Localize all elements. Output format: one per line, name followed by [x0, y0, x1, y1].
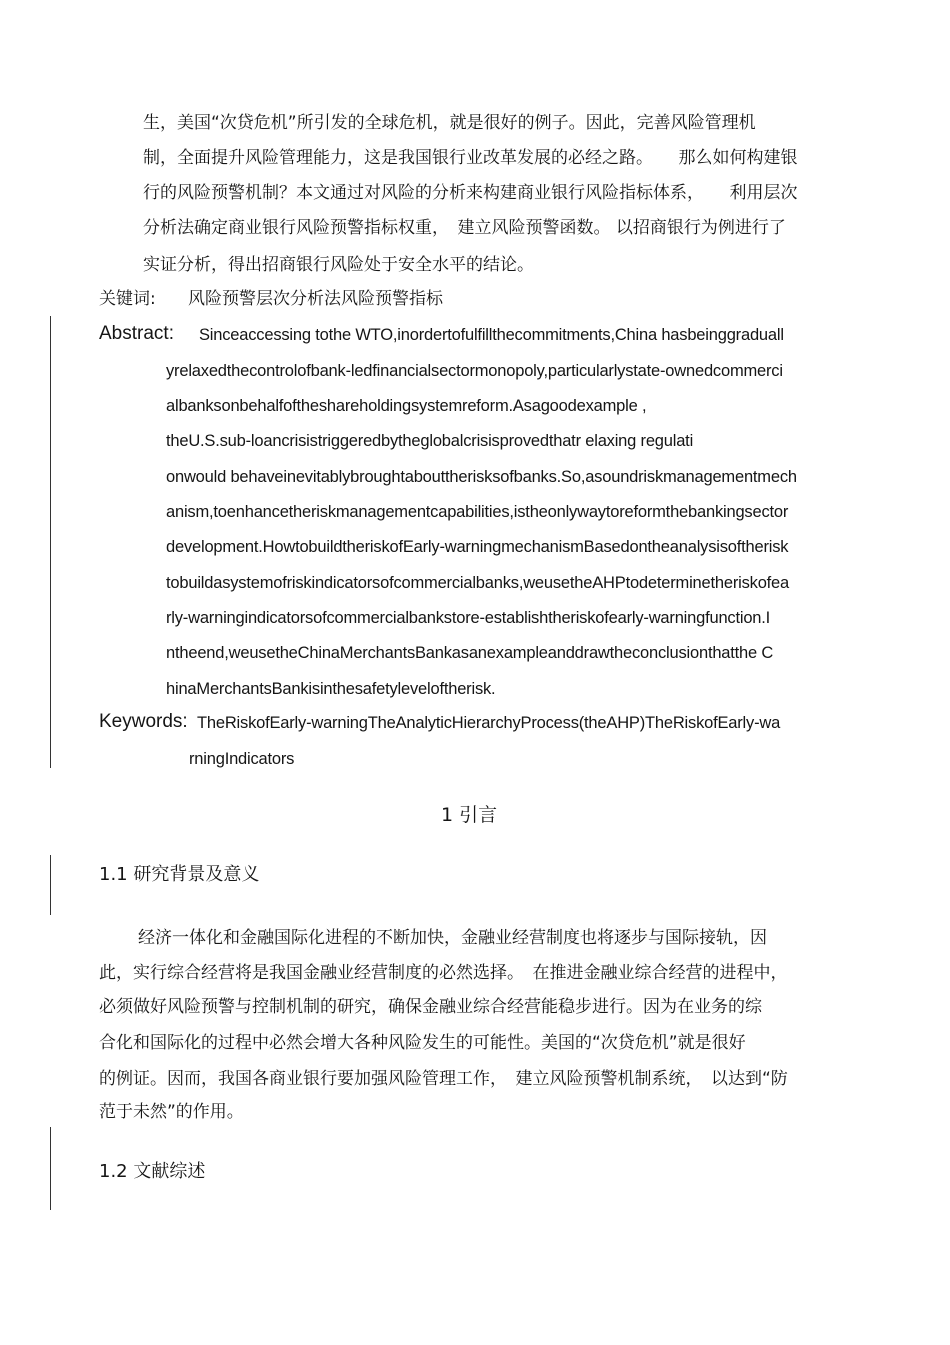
subsection-heading: 1.1 研究背景及意义 — [99, 864, 260, 885]
abstract-cn-line: 生，美国“次贷危机”所引发的全球危机，就是很好的例子。因此，完善风险管理机 — [143, 113, 756, 133]
abstract-en-line: theU.S.sub-loancrisistriggeredbytheglobalcrisisprovedthatr elaxing regulati — [166, 432, 694, 450]
margin-change-bar — [50, 316, 51, 768]
keywords-en-label: Keywords: — [99, 711, 188, 732]
subsection-heading: 1.2 文献综述 — [99, 1161, 206, 1182]
abstract-en-line: yrelaxedthecontrolofbank-ledfinancialsectormonopoly,particularlystate-ownedcommerci — [166, 362, 783, 380]
abstract-en-line: onwould behaveinevitablybroughtabouttherisksofbanks.So,asoundriskmanagementmech — [166, 468, 797, 486]
abstract-cn-line: 制，全面提升风险管理能力，这是我国银行业改革发展的必经之路。 那么如何构建银 — [143, 148, 798, 168]
keywords-cn-text: 风险预警层次分析法风险预警指标 — [188, 289, 443, 309]
abstract-cn-line: 实证分析，得出招商银行风险处于安全水平的结论。 — [143, 255, 534, 275]
margin-change-bar — [50, 1127, 51, 1210]
abstract-en-line: hinaMerchantsBankisinthesafetyleveloftherisk. — [166, 680, 496, 698]
abstract-en-line: tobuildasystemofriskindicatorsofcommercialbanks,weusetheAHPtodeterminetheriskofea — [166, 574, 790, 592]
body-line: 合化和国际化的过程中必然会增大各种风险发生的可能性。美国的“次贷危机”就是很好 — [99, 1033, 746, 1053]
body-line: 范于未然”的作用。 — [99, 1102, 244, 1122]
keywords-en-line: TheRiskofEarly-warningTheAnalyticHierarchyProcess(theAHP)TheRiskofEarly-wa — [197, 714, 781, 732]
body-line: 的例证。因而，我国各商业银行要加强风险管理工作， 建立风险预警机制系统， 以达到“防 — [99, 1069, 788, 1089]
abstract-en-line: development.HowtobuildtheriskofEarly-warningmechanismBasedontheanalysisoftherisk — [166, 538, 789, 556]
keywords-cn-label: 关键词: — [99, 289, 156, 309]
section-heading: 1 引言 — [441, 804, 498, 826]
abstract-en-line: albanksonbehalfoftheshareholdingsystemreform.Asagoodexample , — [166, 397, 647, 415]
body-line: 必须做好风险预警与控制机制的研究，确保金融业综合经营能稳步进行。因为在业务的综 — [99, 997, 762, 1017]
abstract-en-label: Abstract: — [99, 323, 174, 344]
abstract-cn-line: 分析法确定商业银行风险预警指标权重， 建立风险预警函数。 以招商银行为例进行了 — [143, 218, 786, 238]
body-line: 经济一体化和金融国际化进程的不断加快，金融业经营制度也将逐步与国际接轨，因 — [138, 928, 767, 948]
body-line: 此，实行综合经营将是我国金融业经营制度的必然选择。 在推进金融业综合经营的进程中， — [99, 963, 788, 983]
abstract-en-line: Sinceaccessing tothe WTO,inordertofulfillthecommitments,China hasbeinggraduall — [199, 326, 784, 344]
margin-change-bar — [50, 855, 51, 915]
keywords-en-line: rningIndicators — [189, 750, 295, 768]
abstract-en-line: ntheend,weusetheChinaMerchantsBankasanexampleanddrawtheconclusionthatthe C — [166, 644, 774, 662]
abstract-en-line: rly-warningindicatorsofcommercialbankstore-establishtheriskofearly-warningfunction.I — [166, 609, 771, 627]
abstract-en-line: anism,toenhancetheriskmanagementcapabilities,istheonlywaytoreformthebankingsector — [166, 503, 789, 521]
abstract-cn-line: 行的风险预警机制？本文通过对风险的分析来构建商业银行风险指标体系， 利用层次 — [143, 183, 798, 203]
